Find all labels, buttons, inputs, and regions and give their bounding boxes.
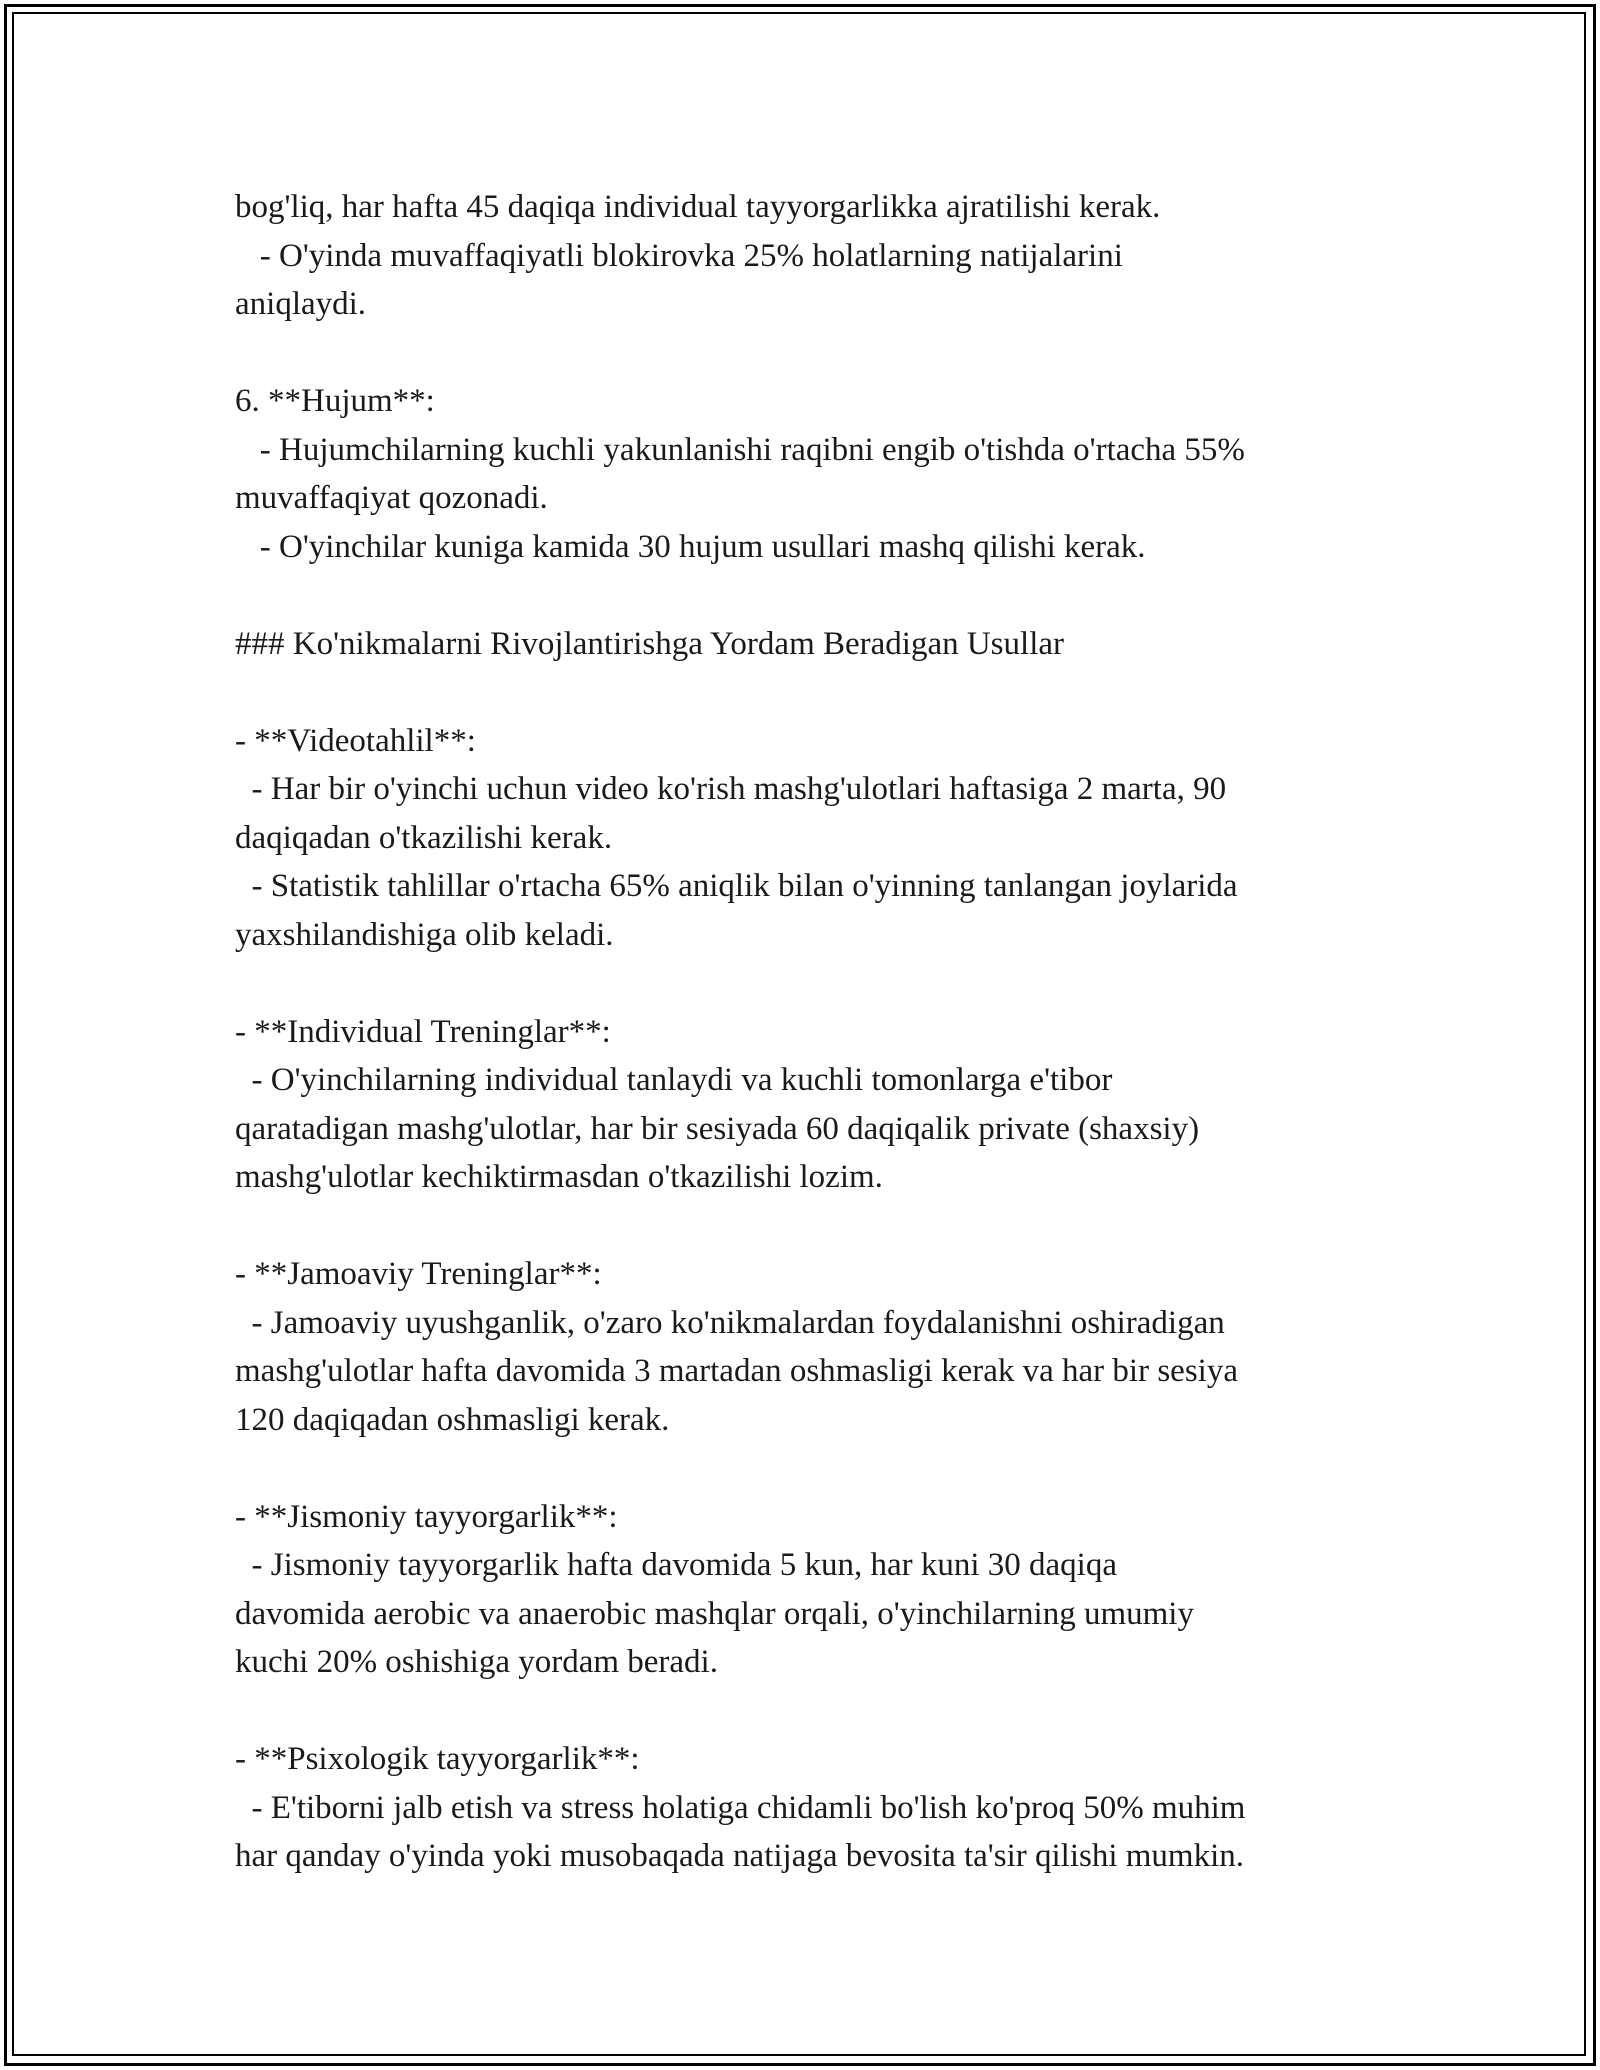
blank-line: [235, 571, 1425, 620]
section-heading-usullar: ### Ko'nikmalarni Rivojlantirishga Yordam Beradigan Usullar: [235, 625, 1064, 662]
text-line: mashg'ulotlar hafta davomida 3 martadan oshmasligi kerak va har bir sesiya: [235, 1353, 1238, 1389]
text-line: 120 daqiqadan oshmasligi kerak.: [235, 1401, 670, 1438]
blank-line: [235, 1444, 1425, 1493]
blank-line: [235, 668, 1425, 717]
document-body: [235, 183, 1425, 1881]
text-line: mashg'ulotlar kechiktirmasdan o'tkazilishi lozim.: [235, 1159, 883, 1195]
text-line: - Jismoniy tayyorgarlik hafta davomida 5 kun, har kuni 30 daqiqa: [235, 1547, 1117, 1583]
text-line: - Jamoaviy uyushganlik, o'zaro ko'nikmalardan foydalanishni oshiradigan: [235, 1304, 1225, 1341]
text-line: davomida aerobic va anaerobic mashqlar orqali, o'yinchilarning umumiy: [235, 1595, 1194, 1632]
section-heading-hujum: 6. **Hujum**:: [235, 383, 435, 419]
subheading-videotahlil: - **Videotahlil**:: [235, 722, 476, 759]
subheading-psixologik-tayyorgarlik: - **Psixologik tayyorgarlik**:: [235, 1741, 640, 1777]
text-line: - Har bir o'yinchi uchun video ko'rish mashg'ulotlari haftasiga 2 marta, 90: [235, 771, 1227, 807]
text-line: - O'yinchilar kuniga kamida 30 hujum usullari mashq qilishi kerak.: [235, 528, 1146, 565]
text-line: har qanday o'yinda yoki musobaqada natijaga bevosita ta'sir qilishi mumkin.: [235, 1838, 1245, 1874]
text-line: yaxshilandishiga olib keladi.: [235, 916, 614, 953]
text-line: - E'tiborni jalb etish va stress holatiga chidamli bo'lish ko'proq 50% muhim: [235, 1789, 1246, 1826]
text-line: - Statistik tahlillar o'rtacha 65% aniqlik bilan o'yinning tanlangan joylarida: [235, 868, 1238, 904]
blank-line: [235, 959, 1425, 1008]
text-line: muvaffaqiyat qozonadi.: [235, 480, 548, 516]
text-line: bog'liq, har hafta 45 daqiqa individual tayyorgarlikka ajratilishi kerak.: [235, 189, 1161, 225]
text-line: - Hujumchilarning kuchli yakunlanishi raqibni engib o'tishda o'rtacha 55%: [235, 431, 1245, 468]
text-line: - O'yinchilarning individual tanlaydi va kuchli tomonlarga e'tibor: [235, 1062, 1113, 1098]
text-line: daqiqadan o'tkazilishi kerak.: [235, 819, 613, 856]
subheading-individual-treninglar: - **Individual Treninglar**:: [235, 1013, 611, 1050]
subheading-jismoniy-tayyorgarlik: - **Jismoniy tayyorgarlik**:: [235, 1498, 618, 1535]
text-line: qaratadigan mashg'ulotlar, har bir sesiyada 60 daqiqalik private (shaxsiy): [235, 1110, 1200, 1147]
text-line: - O'yinda muvaffaqiyatli blokirovka 25% holatlarning natijalarini: [235, 237, 1123, 274]
blank-line: [235, 1687, 1425, 1736]
blank-line: [235, 1202, 1425, 1251]
blank-line: [235, 329, 1425, 378]
text-line: aniqlaydi.: [235, 286, 367, 322]
subheading-jamoaviy-treninglar: - **Jamoaviy Treninglar**:: [235, 1256, 602, 1292]
text-line: kuchi 20% oshishiga yordam beradi.: [235, 1644, 718, 1680]
